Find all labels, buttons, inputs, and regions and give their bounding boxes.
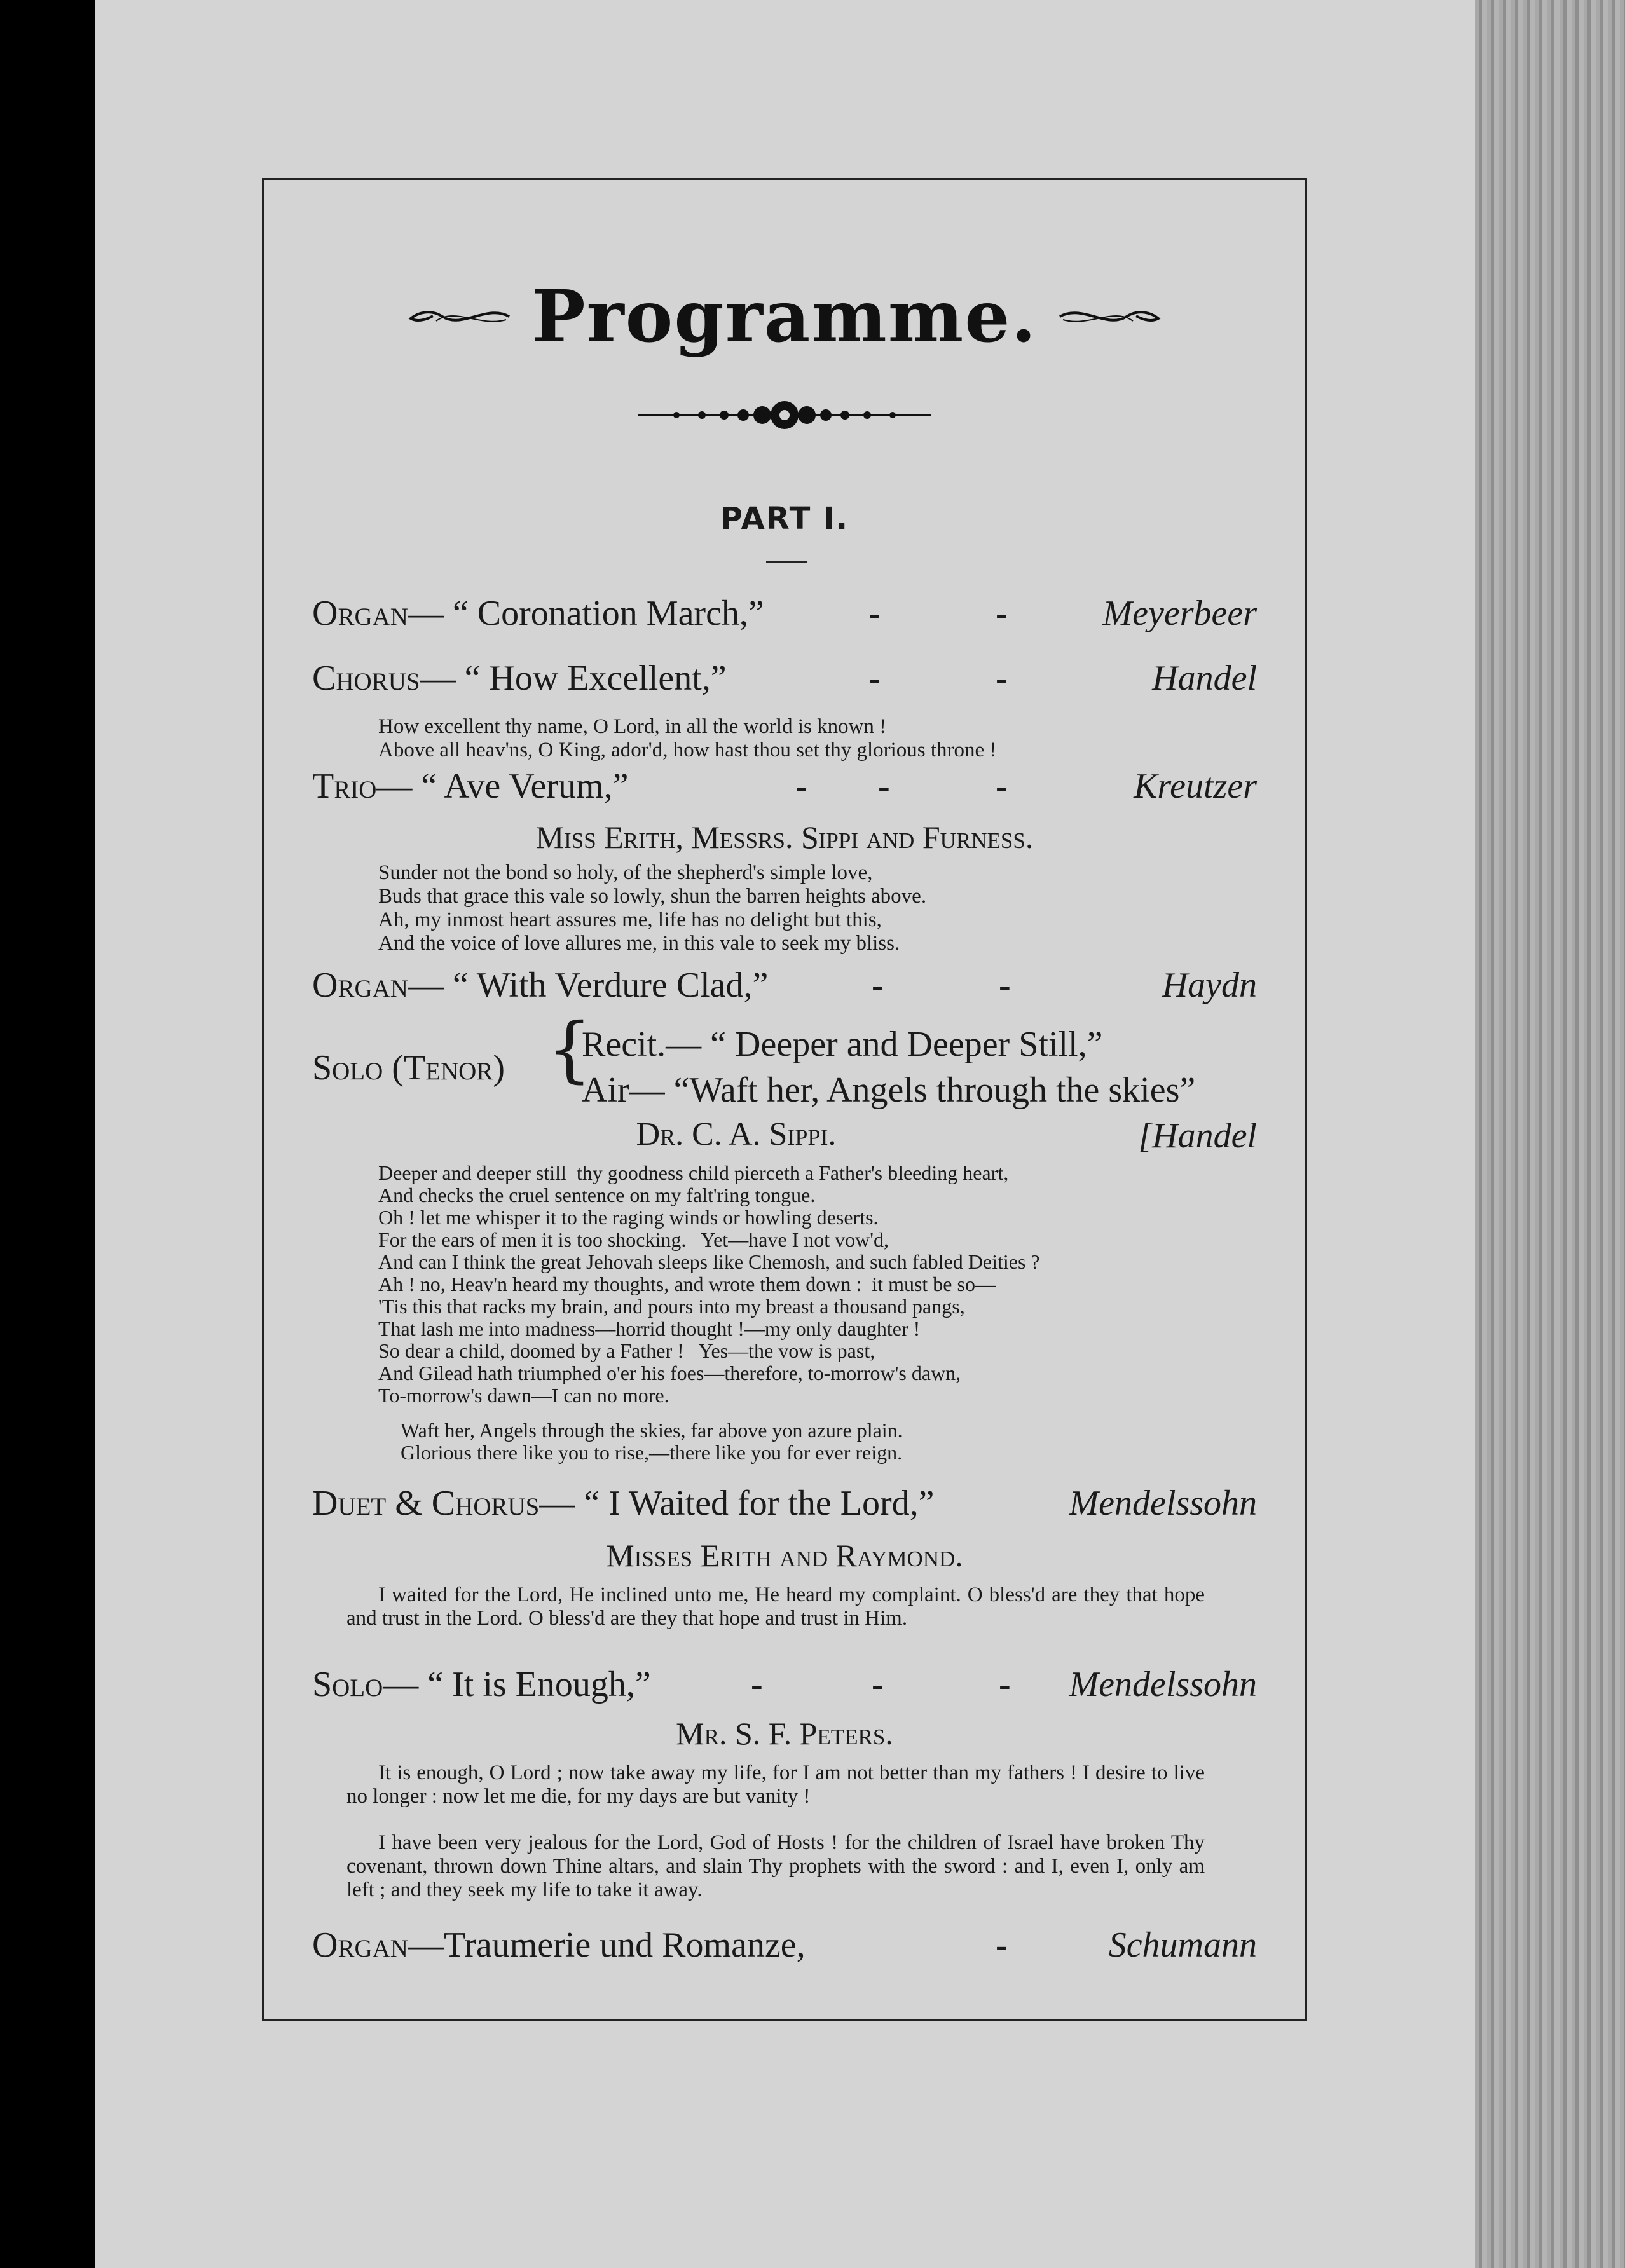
item-piece: — “ With Verdure Clad,” (408, 966, 769, 1005)
programme-title: Programme. (531, 275, 1038, 359)
item-piece: — “ How Excellent,” (420, 659, 727, 698)
solo-tenor-air-lyrics: Waft her, Angels through the skies, far above yon azure plain. Glorious there like you to rise,—there like you for ever reign. (401, 1419, 903, 1464)
solo-tenor-performer-row (312, 1116, 1257, 1166)
item-piece: — “ Coronation March,” (408, 594, 764, 633)
trio-performers: Miss Erith, Messrs. Sippi and Furness. (535, 819, 1034, 855)
programme-item-organ-coronation: Organ— “ Coronation March,” - - Meyerbeer (312, 594, 1257, 633)
programme-item-organ-schumann: Organ—Traumerie und Romanze, - Schumann (312, 1925, 1257, 1965)
item-type: Chorus (312, 659, 420, 698)
programme-item-solo: Solo— “ It is Enough,” - - - Mendelssohn (312, 1665, 1257, 1704)
left-flourish-icon (404, 301, 512, 332)
solo-performers: Mr. S. F. Peters. (676, 1716, 893, 1751)
solo-lyrics-2: I have been very jealous for the Lord, God of Hosts ! for the children of Israel have broken Thy covenant, thrown down Thine altars, and slain Thy prophets with the sword : and I, even I, only am left ; and they seek my life to take it away. (346, 1831, 1205, 1901)
item-piece: —Traumerie und Romanze, (408, 1925, 806, 1965)
item-type: Solo (312, 1665, 383, 1704)
floral-ornament (264, 390, 1305, 441)
programme-item-organ-haydn: Organ— “ With Verdure Clad,” - - Haydn (312, 966, 1257, 1005)
programme-frame (262, 178, 1307, 2021)
item-piece: — “ It is Enough,” (383, 1665, 651, 1704)
duet-lyrics: I waited for the Lord, He inclined unto me, He heard my complaint. O bless'd are they that hope and trust in the Lord. O bless'd are they that hope and trust in Him. (346, 1583, 1205, 1630)
programme-item-trio: Trio— “ Ave Verum,” - - - Kreutzer (312, 767, 1257, 806)
air-line: Air— “Waft her, Angels through the skies” (582, 1070, 1196, 1110)
duet-performers: Misses Erith and Raymond. (606, 1538, 963, 1573)
brace-icon: { (547, 1008, 593, 1091)
item-composer: Meyerbeer (1102, 594, 1257, 633)
item-composer: Schumann (1108, 1925, 1257, 1965)
item-piece: — “ I Waited for the Lord,” (539, 1484, 935, 1523)
item-composer: Kreutzer (1134, 767, 1257, 806)
item-composer: Handel (1152, 659, 1257, 698)
item-type: Organ (312, 594, 408, 633)
adjacent-page-edge (1475, 0, 1625, 2268)
part-heading: PART I. (720, 501, 849, 536)
item-type: Trio (312, 767, 377, 806)
solo-lyrics-1: It is enough, O Lord ; now take away my life, for I am not better than my fathers ! I desire to live no longer : now let me die, for my days are but vanity ! (346, 1761, 1205, 1808)
floral-ornament-icon (632, 393, 937, 437)
item-type: Organ (312, 966, 408, 1005)
item-composer: Haydn (1162, 966, 1257, 1005)
programme-item-duet-chorus (312, 1483, 1257, 1534)
solo-tenor-performers: Dr. C. A. Sippi. (636, 1116, 837, 1152)
programme-item-chorus: Chorus— “ How Excellent,” - - Handel (312, 659, 1257, 698)
title-block (264, 269, 1305, 364)
item-composer: [Handel (1138, 1116, 1257, 1156)
chorus-lyrics: How excellent thy name, O Lord, in all the world is known ! Above all heav'ns, O King, ador'd, how hast thou set thy glorious throne ! (378, 715, 997, 762)
item-piece: — “ Ave Verum,” (376, 767, 629, 806)
right-flourish-icon (1057, 301, 1165, 332)
solo-tenor-type: Solo (Tenor) (312, 1048, 505, 1088)
item-composer: Mendelssohn (1069, 1665, 1257, 1704)
recit-line: Recit.— “ Deeper and Deeper Still,” (582, 1025, 1103, 1064)
part-divider (766, 561, 807, 563)
item-composer: Mendelssohn (1069, 1484, 1257, 1523)
item-type: Organ (312, 1925, 408, 1965)
trio-lyrics: Sunder not the bond so holy, of the shepherd's simple love, Buds that grace this vale so lowly, shun the barren heights above. Ah, my inmost heart assures me, life has no delight but this, And the voice of love allures me, in this vale to seek my bliss. (378, 861, 927, 955)
solo-tenor-lyrics: Deeper and deeper still thy goodness child pierceth a Father's bleeding heart, And checks the cruel sentence on my falt'ring tongue. Oh ! let me whisper it to the raging winds or howling deserts. For the ears of men it is too shocking. Yet—have I not vow'd, And can I think the great Jehovah sleeps like Chemosh, and such fabled Deities ? Ah ! no, Heav'n heard my thoughts, and wrote them down : it must be so— 'Tis this that racks my brain, and pours into my breast a thousand pangs, That lash me into madness—horrid thought !—my only daughter ! So dear a child, doomed by a Father ! Yes—the vow is past, And Gilead hath triumphed o'er his foes—therefore, to-morrow's dawn, To-morrow's dawn—I can no more. (378, 1161, 1040, 1407)
item-type: Duet & Chorus (312, 1484, 540, 1523)
